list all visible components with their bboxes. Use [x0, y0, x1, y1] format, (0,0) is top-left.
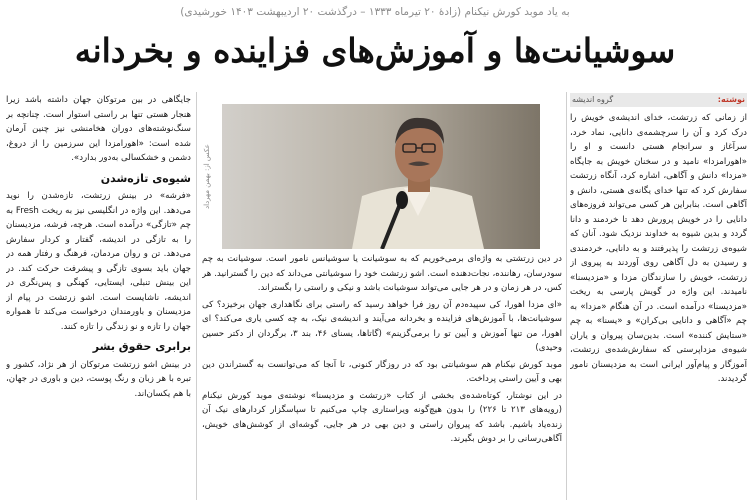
- column-divider: [566, 92, 567, 500]
- center-column: [202, 252, 562, 500]
- center-paragraph-2: «ای مزدا اهورا، کی سپیده‌دم آن روز فرا خواهد رسید که راستی برای نگاهداری جهان برخیزد؟ کی سوشیانت‌ها، با آموزش‌های فزاینده و بخردانه می‌آیند و اندیشه‌ی نیک، به چه کسی یاری می‌کند؟ ای اهورا، من تنها آموزش و آیین تو را برمی‌گزینم» (گاتاها، یسنای ۴۶، بند ۳، برگردان از دکتر حسین وحیدی): [202, 299, 562, 353]
- section-heading: شیوه‌ی تازه‌شدن: [100, 171, 191, 185]
- left-column: [6, 93, 191, 500]
- photo-credit: عکس از: بهمن مهرداد: [203, 144, 211, 209]
- left-intro: جایگاهی در بین مرتوکان جهان داشته باشد زیرا هنجار هستی تنها بر راستی استوار است. چنانچه بر سنگ‌نوشته‌های دوران هخامنشی نیز چنین آرمان شده است: «اهورامزدا این سرزمین را از دروغ، دشمن و خشکسالی به‌دور بدارد».: [6, 95, 191, 163]
- section-paragraph: «فرشه» در بینش زرتشت، تازه‌شدن را نوید می‌دهد. این واژه در انگلیسی نیز به ریخت Fresh به چم «تازگی» درآمده است. هرچه، فرشه، مزدیسنان را به تازگی در اندیشه، گفتار و کردار سفارش می‌دهد. تن و روان مردمان، فرهنگ و رفتار همه در جهان باید بسوی تازگی و پیشرفت حرکت کند. در این بینش تنبلی، ایستایی، کهنگی و پس‌نگری در اندیشه، ناشایست است. اشو زرتشت در پیام از مزدیسنان و باورمندان درخواست می‌کند تا همواره جهان را تازه و نو زندگی را تازه کنند.: [6, 191, 191, 332]
- center-paragraph-1: در دین زرتشتی به واژه‌ای برمی‌خوریم که به سوشیانت یا سوشیانس نامور است. سوشیانت به چم سودرسان، رهاننده، نجات‌دهنده است. اشو زرتشت خود را سوشیانتی می‌داند که دین را گسترانید. هر کس، در هر زمان و در هر جایی می‌تواند سوشیانت باشد و نیکی و راستی را بگستراند.: [202, 254, 562, 293]
- column-divider: [196, 92, 197, 500]
- right-column: [570, 93, 747, 500]
- center-paragraph-4: در این نوشتار، کوتاه‌شده‌ی بخشی از کتاب «زرتشت و مزدیسنا» نوشته‌ی موبد کورش نیکنام (رویه‌های ۲۱۳ تا ۲۲۶) را بدون هیچ‌گونه ویراستاری چاپ می‌کنیم تا سپاسگزار کردارهای نیک آن زنده‌یاد باشیم. باشد که پیروان راستی و دین بهی در هر جایی، گوشه‌ای از کوشش‌های خویش، آگاهی‌رسانی را بر دوش بگیرند.: [202, 390, 562, 444]
- article-headline: سوشیانت‌ها و آموزش‌های فزاینده و بخردانه: [74, 31, 676, 70]
- speaker-photo: [222, 104, 540, 249]
- byline-label: نوشته:: [717, 94, 745, 104]
- right-column-paragraph: از زمانی که زرتشت، خدای اندیشه‌ی خویش را درک کرد و آن را سرچشمه‌ی دانایی، نماد خرد، سرآغاز و سرانجام هستی دانست و او را «اهورامزدا» نامید و در سخنان خویش به جایگاه «مزدا» دانش و آگاهی، اشاره کرد، آنگاه زرتشت سفارش کرد که تنها خدای یگانه‌ی هستی، دانش و آگاهی است. بنابراین هر کسی می‌تواند فروزه‌های دانایی را در خویش پرورش دهد تا خردمند و دانا گردد و بدین شیوه به خداوند نزدیک شود. آنان که شیوه‌ی زرتشت را پذیرفتند و به دانایی، خردمندی و رسیدن به دل آگاهی روی آوردند به پیروی از زرتشت، خویش را سازندگان مزدا و «مزدیسنا» نامیدند. این واژه در گویش پارسی به ریخت «مزدیسنا» درآمده است. در آن هنگام «مزدا» به چم «آگاهی و دانایی بی‌کران» و «یسنا» به چم «ستایش کننده» است. بدین‌سان پیروان و یاران شیوه‌ی مزداپرستی که سفارش‌شده‌ی زرتشت، آموزگار و پیام‌آور ایرانی است به مزدیسنان نامور گردیدند.: [570, 113, 747, 384]
- dedication-line: به یاد موبد کورش نیکنام (زادهٔ ۲۰ تیرماه ۱۳۳۳ – درگذشت ۲۰ اردیبهشت ۱۴۰۳ خورشیدی): [180, 6, 570, 18]
- byline-group: گروه اندیشه: [572, 94, 614, 104]
- section-heading: برابری حقوق بشر: [92, 340, 191, 353]
- byline-bar: [570, 93, 747, 107]
- section-paragraph: در بینش اشو زرتشت مرتوکان از هر نژاد، کشور و تبره با هر زبان و رنگ پوست، دین و باوری در جهان، با هم یکسان‌اند.: [6, 359, 191, 399]
- center-paragraph-3: موبد کورش نیکنام هم سوشیانتی بود که در روزگار کنونی، تا آنجا که می‌توانست به گستراندن دین بهی و آیین راستی پرداخت.: [202, 359, 562, 384]
